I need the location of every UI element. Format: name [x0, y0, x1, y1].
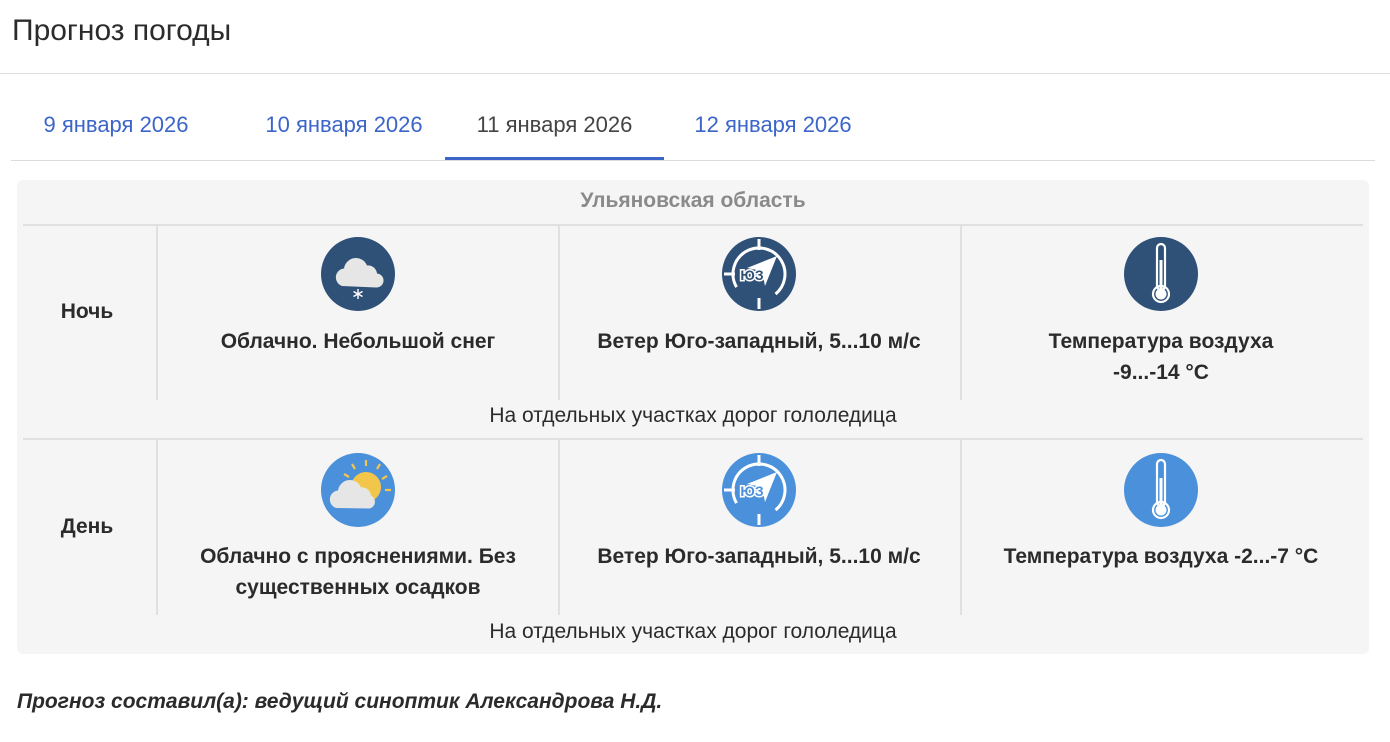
tab-jan-9[interactable]: 9 января 2026	[43, 112, 189, 137]
wind-direction-label: ЮЗ	[740, 267, 764, 283]
divider	[23, 438, 1363, 440]
tab-jan-12[interactable]: 12 января 2026	[694, 112, 852, 137]
forecast-author: Прогноз составил(а): ведущий синоптик Александрова Н.Д.	[17, 690, 663, 713]
divider	[23, 224, 1363, 226]
tab-jan-10[interactable]: 10 января 2026	[265, 112, 423, 137]
forecast-panel	[17, 180, 1369, 654]
night-wind-text: Ветер Юго-западный, 5...10 м/с	[597, 330, 921, 353]
period-label-night: Ночь	[60, 300, 114, 323]
wind-direction-icon	[721, 236, 797, 312]
day-wind-cell	[558, 452, 960, 612]
day-weather-cell	[157, 452, 559, 612]
day-road-note: На отдельных участках дорог гололедица	[489, 620, 897, 643]
thermometer-icon	[1123, 236, 1199, 312]
night-temperature-text-2: -9...-14 °С	[1113, 361, 1209, 384]
night-temperature-text-1: Температура воздуха	[1048, 330, 1274, 353]
period-label-day: День	[60, 515, 114, 538]
thermometer-icon	[1123, 452, 1199, 528]
tab-jan-11[interactable]: 11 января 2026	[445, 96, 664, 160]
day-temperature-text: Температура воздуха -2...-7 °С	[1003, 545, 1319, 568]
day-weather-text-1: Облачно с прояснениями. Без	[200, 545, 516, 568]
night-weather-text: Облачно. Небольшой снег	[220, 330, 496, 353]
cloud-snow-icon	[320, 236, 396, 312]
night-temperature-cell	[960, 236, 1362, 396]
night-road-note: На отдельных участках дорог гололедица	[489, 404, 897, 427]
night-weather-cell	[157, 236, 559, 396]
title-divider	[0, 73, 1390, 74]
night-wind-cell	[558, 236, 960, 396]
wind-direction-icon	[721, 452, 797, 528]
day-wind-text: Ветер Юго-западный, 5...10 м/с	[597, 545, 921, 568]
sun-cloud-icon	[320, 452, 396, 528]
page-title: Прогноз погоды	[12, 14, 232, 47]
wind-direction-label: ЮЗ	[740, 483, 764, 499]
day-weather-text-2: существенных осадков	[235, 576, 481, 599]
day-temperature-cell	[960, 452, 1362, 612]
date-tabs	[11, 96, 1375, 161]
region-title: Ульяновская область	[580, 189, 806, 212]
